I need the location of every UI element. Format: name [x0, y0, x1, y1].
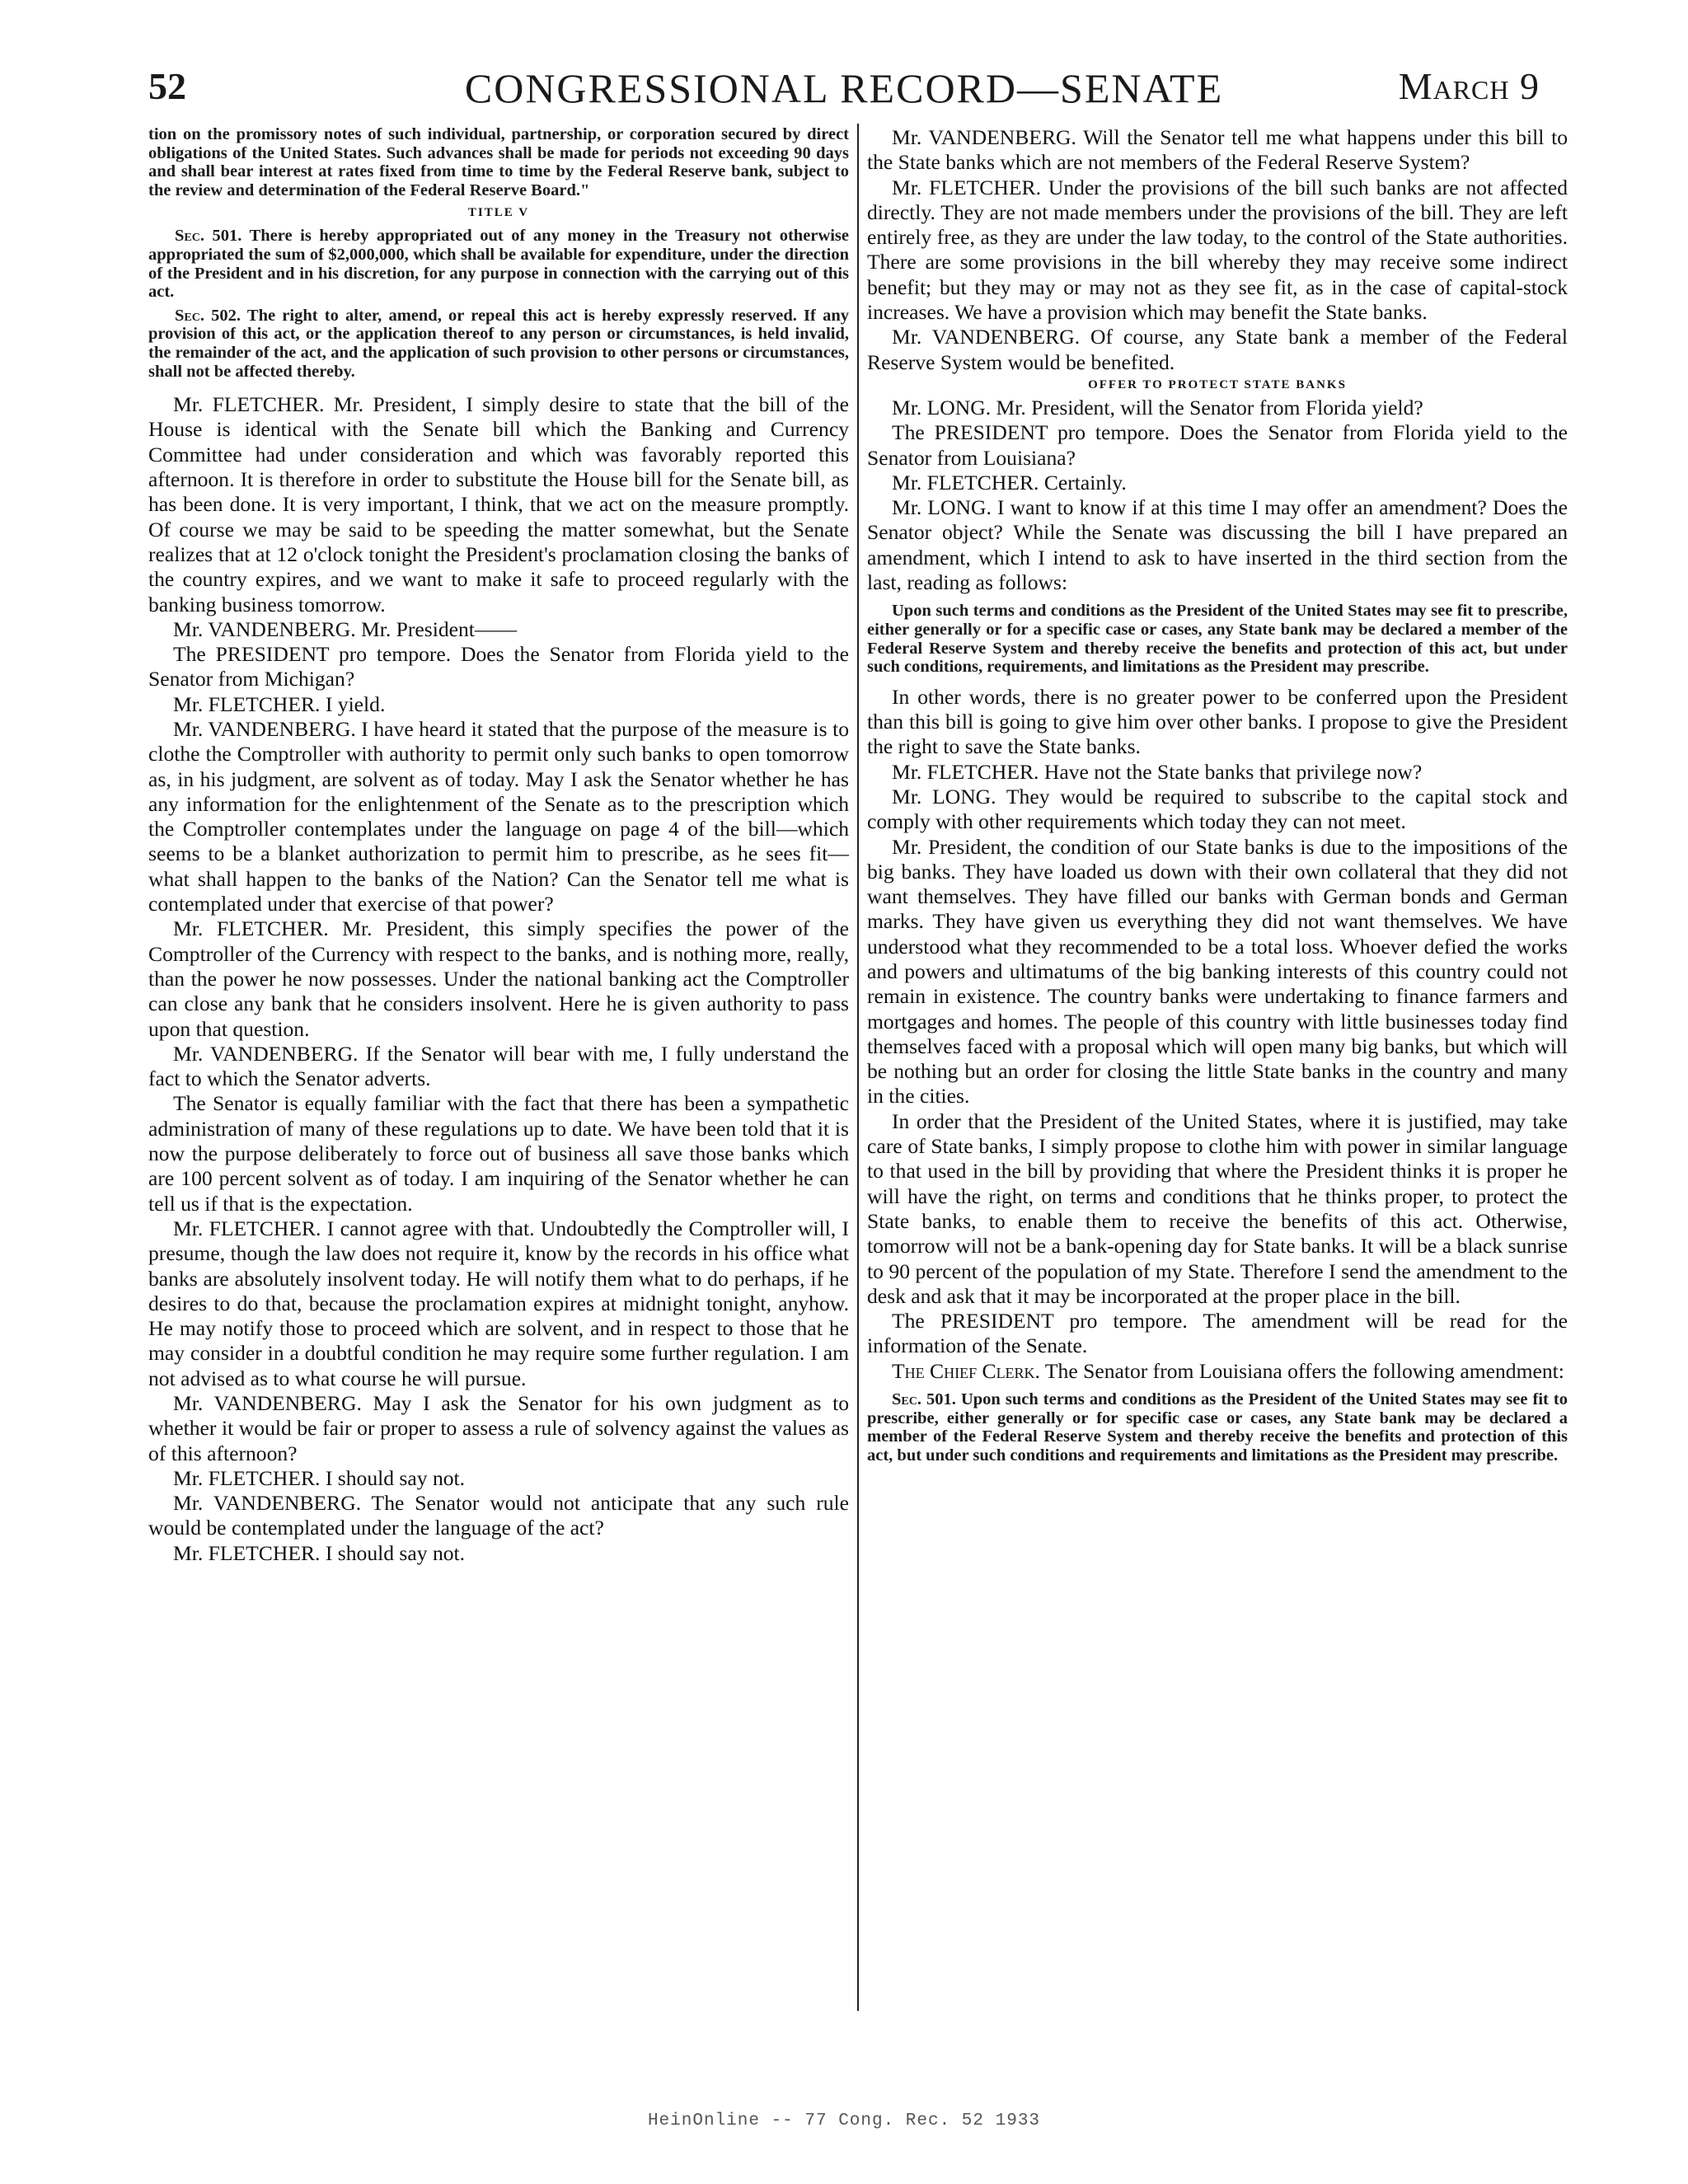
left-paragraph: Mr. FLETCHER. I yield. — [173, 691, 386, 716]
right-paragraph: Mr. VANDENBERG. Of course, any State bank a member of the Federal Reserve System would be benefited. — [867, 325, 1568, 374]
right-paragraph: Mr. VANDENBERG. Will the Senator tell me what happens under this bill to the State banks which are not members of the Federal Reserve System? — [867, 125, 1568, 175]
amendment-section-text: Upon such terms and conditions as the President of the United States may see fit to prescribe, either generally or for specific case or cases, any State bank may be declared a member of the Federal Reserve System and thereby receive the benefits and protection of this act, but under such conditions and requirements and limitations as the President may prescribe. — [867, 1390, 1568, 1465]
right-paragraph: Mr. FLETCHER. Under the provisions of the bill such banks are not affected directly. They are not made members under the provisions of the bill. They are left entirely free, as they are under the law today, to the control of the State authorities. There are some provisions in the bill whereby they may receive some indirect benefit; but they may or may not as they see fit, as in the case of capital-stock increases. We have a provision which may benefit the State banks. — [867, 175, 1568, 325]
section-502 — [148, 307, 849, 381]
chief-clerk-text: The Senator from Louisiana offers the following amendment: — [1044, 1358, 1564, 1383]
page-number: 52 — [148, 65, 186, 107]
right-paragraph: In order that the President of the United States, where it is justified, may take care of State banks, I simply propose to clothe him with power in similar language to that used in the bill by providing that where the President thinks it is proper he will have the right, on terms and conditions that he thinks proper, to protect the State banks, to enable them to receive the benefits of this act. Otherwise, tomorrow will not be a bank-opening day for State banks. It will be a black sunrise to 90 percent of the population of my State. Therefore I send the amendment to the desk and ask that it may be incorporated at the proper place in the bill. — [867, 1108, 1568, 1308]
right-paragraph: Mr. LONG. I want to know if at this time I may offer an amendment? Does the Senator object? While the Senate was discussing the bill I have prepared an amendment, which I intend to ask to have inserted in the third section from the last, reading as follows: — [867, 495, 1568, 595]
chief-clerk-paragraph — [867, 1359, 1568, 1384]
section-501 — [148, 227, 849, 301]
section-502-text: The right to alter, amend, or repeal this act is hereby expressly reserved. If any provision of this act, or the application thereof to any person or circumstances, is held invalid, the remainder of the act, and the application of such provision to other persons or circumstances, shall not be affected thereby. — [148, 306, 849, 381]
amendment-section-label: Sec. 501. — [892, 1390, 956, 1409]
right-paragraph: The PRESIDENT pro tempore. The amendment will be read for the information of the Senate. — [867, 1309, 1568, 1358]
left-paragraph: Mr. VANDENBERG. Mr. President—— — [173, 616, 518, 641]
left-paragraph: Mr. VANDENBERG. The Senator would not anticipate that any such rule would be contemplated under the language of the act? — [148, 1491, 849, 1540]
left-paragraph: Mr. VANDENBERG. If the Senator will bear with me, I fully understand the fact to which the Senator adverts. — [148, 1041, 849, 1091]
page-header — [148, 64, 1540, 122]
statute-continuation: tion on the promissory notes of such individual, partnership, or corporation secured by direct obligations of the United States. Such advances shall be made for periods not exceeding 90 days and shall bear interest at rates fixed from time to time by the Federal Reserve bank, subject to the review and determination of the Federal Reserve Board." — [148, 125, 849, 199]
right-paragraph: Mr. LONG. Mr. President, will the Senator from Florida yield? — [892, 395, 1423, 419]
right-paragraph: Mr. FLETCHER. Certainly. — [892, 470, 1127, 494]
right-paragraph: Mr. LONG. They would be required to subscribe to the capital stock and comply with other requirements which today they can not meet. — [867, 784, 1568, 834]
right-paragraph: The PRESIDENT pro tempore. Does the Senator from Florida yield to the Senator from Louisiana? — [867, 420, 1568, 470]
right-column — [867, 125, 1568, 1473]
left-paragraph: Mr. VANDENBERG. May I ask the Senator for his own judgment as to whether it would be fair or proper to assess a rule of solvency against the values as of this afternoon? — [148, 1391, 849, 1465]
title-heading: TITLE V — [467, 206, 530, 220]
amendment-quote: Upon such terms and conditions as the President of the United States may see fit to prescribe, either generally or for a specific case or cases, any State bank may be declared a member of the Federal Reserve System and thereby receive the benefits and protection of this act, but under such conditions, requirements, and limitations as the President may prescribe. — [867, 602, 1568, 677]
journal-title: CONGRESSIONAL RECORD—SENATE — [464, 65, 1224, 111]
section-501-text: There is hereby appropriated out of any money in the Treasury not otherwise appropriated the sum of $2,000,000, which shall be available for expenditure, under the direction of the President and in his discretion, for any purpose in connection with the carrying out of this act. — [148, 227, 849, 302]
left-paragraph: Mr. VANDENBERG. I have heard it stated that the purpose of the measure is to clothe the Comptroller with authority to permit only such banks to open tomorrow as, in his judgment, are solvent as of today. May I ask the Senator whether he has any information for the enlightenment of the Senate as to the prescription which the Comptroller contemplates under the language on page 4 of the bill—which seems to be a blanket authorization to permit him to prescribe, as he sees fit—what shall happen to the banks of the Nation? Can the Senator tell me what is contemplated under that exercise of that power? — [148, 716, 849, 916]
page-date: March 9 — [1398, 65, 1540, 107]
left-paragraph: The PRESIDENT pro tempore. Does the Senator from Florida yield to the Senator from Michigan? — [148, 642, 849, 691]
amendment-text — [867, 1390, 1568, 1465]
left-paragraph: Mr. FLETCHER. Mr. President, I simply desire to state that the bill of the House is identical with the Senate bill which the Banking and Currency Committee had under consideration and which was favorably reported this afternoon. It is therefore in order to substitute the House bill for the Senate bill, as has been done. It is very important, I think, that we act on the measure promptly. Of course we may be said to be speeding the matter somewhat, but the Senate realizes that at 12 o'clock tonight the President's proclamation closing the banks of the country expires, and we want to make it safe to proceed regularly with the banking business tomorrow. — [148, 392, 849, 616]
right-paragraph: Mr. President, the condition of our State banks is due to the impositions of the big banks. They have loaded us down with their own collateral that they did not want themselves. They have filled our banks with German bonds and German marks. They have given us everything they did not want themselves. We have understood what they recommended to be a total loss. Whoever defied the works and powers and ultimatums of the big banking interests of this country could not remain in existence. The country banks were undertaking to finance farmers and mortgages and homes. The people of this country with little businesses today find themselves faced with a proposal which will open many big banks, but which will be nothing but an order for closing the little State banks in the country and many in the cities. — [867, 834, 1568, 1108]
section-heading: OFFER TO PROTECT STATE BANKS — [1088, 377, 1347, 391]
source-footer: HeinOnline -- 77 Cong. Rec. 52 1933 — [647, 2111, 1041, 2130]
chief-clerk-label: The Chief Clerk. — [892, 1358, 1040, 1383]
left-paragraph: Mr. FLETCHER. I cannot agree with that. Undoubtedly the Comptroller will, I presume, though the law does not require it, know by the records in his office what banks are absolutely insolvent today. He will notify them what to do perhaps, if he desires to do that, because the proclamation expires at midnight tonight, anyhow. He may notify those to proceed which are solvent, and in respect to those that he may consider in a doubtful condition he may require some further regulation. I am not advised as to what course he will pursue. — [148, 1216, 849, 1390]
section-501-label: Sec. 501. — [175, 227, 242, 246]
right-paragraph: Mr. FLETCHER. Have not the State banks that privilege now? — [892, 759, 1423, 784]
left-paragraph: Mr. FLETCHER. Mr. President, this simply specifies the power of the Comptroller of the Currency with respect to the banks, and is nothing more, really, than the power he now possesses. Under the national banking act the Comptroller can close any bank that he considers insolvent. Here he is given authority to pass upon that question. — [148, 916, 849, 1041]
section-502-label: Sec. 502. — [175, 306, 241, 325]
left-paragraph: Mr. FLETCHER. I should say not. — [173, 1465, 466, 1490]
right-paragraph: In other words, there is no greater power to be conferred upon the President than this bill is going to give him over other banks. I propose to give the President the right to save the State banks. — [867, 684, 1568, 759]
column-divider — [857, 124, 859, 2011]
left-paragraph: The Senator is equally familiar with the fact that there has been a sympathetic administration of many of these regulations up to date. We have been told that it is now the purpose deliberately to force out of business all save those banks which are 100 percent solvent as of today. I am inquiring of the Senator whether he can tell us if that is the expectation. — [148, 1091, 849, 1216]
left-column — [148, 125, 849, 1566]
left-paragraph: Mr. FLETCHER. I should say not. — [173, 1540, 466, 1565]
